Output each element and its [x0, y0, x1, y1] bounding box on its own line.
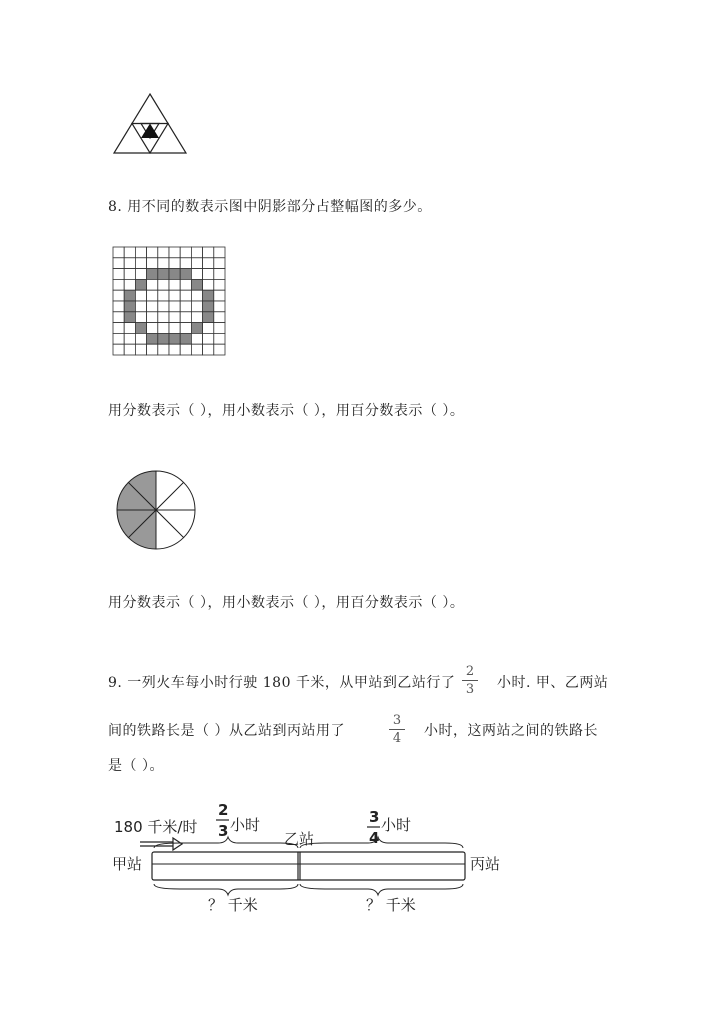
grid-cell [214, 344, 225, 355]
grid-cell [113, 290, 124, 301]
speed-label: 180 千米/时 [114, 818, 198, 836]
grid-cell [147, 312, 158, 323]
grid-cell [169, 247, 180, 258]
grid-cell [191, 269, 202, 280]
grid-cell [113, 333, 124, 344]
grid-cell [214, 312, 225, 323]
grid-cell [169, 323, 180, 334]
grid-cell-shaded [203, 290, 214, 301]
grid-cell [214, 301, 225, 312]
grid-cell [124, 279, 135, 290]
grid-cell [158, 323, 169, 334]
question-9-line2-b: 小时，这两站之间的铁路长 [424, 723, 598, 739]
grid-cell [214, 290, 225, 301]
grid-cell [113, 247, 124, 258]
grid-cell [169, 258, 180, 269]
grid-cell [180, 290, 191, 301]
grid-cell [158, 279, 169, 290]
rail-bar [152, 852, 465, 880]
brace-bottom-seg2 [300, 884, 463, 895]
seg1-unit: 小时 [230, 816, 261, 834]
grid-cell-shaded [135, 279, 146, 290]
grid-cell-shaded [169, 269, 180, 280]
grid-cell [135, 269, 146, 280]
grid-cell-shaded [158, 269, 169, 280]
fraction-numerator: 2 [465, 664, 475, 679]
grid-cell-shaded [124, 301, 135, 312]
grid-cell [214, 269, 225, 280]
grid-cell [191, 258, 202, 269]
grid-cell [158, 312, 169, 323]
grid-cell-shaded [135, 323, 146, 334]
seg2-fraction-num: 3 [369, 808, 380, 826]
grid-cell [191, 247, 202, 258]
grid-cell [203, 269, 214, 280]
grid-cell [191, 301, 202, 312]
railway-diagram [110, 798, 510, 916]
shaded-circle [114, 469, 198, 551]
grid-cell [135, 333, 146, 344]
grid-cell [147, 247, 158, 258]
grid-cell [214, 258, 225, 269]
seg2-fraction-den: 4 [369, 829, 380, 847]
grid-cell [113, 269, 124, 280]
grid-cell [113, 312, 124, 323]
question-8-title: 8. 用不同的数表示图中阴影部分占整幅图的多少。 [108, 199, 432, 215]
seg1-fraction-den: 3 [218, 822, 229, 840]
grid-cell [135, 301, 146, 312]
grid-cell [147, 323, 158, 334]
grid-cell [113, 279, 124, 290]
question-9-line2-a: 间的铁路长是（ ）从乙站到丙站用了 [108, 723, 345, 739]
grid-cell [203, 333, 214, 344]
shaded-triangle [141, 124, 159, 139]
grid-cell [203, 279, 214, 290]
grid-cell-shaded [124, 312, 135, 323]
grid-cell [180, 258, 191, 269]
grid-cell [135, 344, 146, 355]
mid-station-label: 乙站 [284, 830, 315, 848]
grid-cell [214, 333, 225, 344]
grid-cell [158, 247, 169, 258]
grid-cell [180, 247, 191, 258]
grid-cell [124, 333, 135, 344]
grid-cell [203, 247, 214, 258]
nested-triangle-figure [112, 92, 188, 156]
grid-cell [180, 279, 191, 290]
grid-cell-shaded [169, 333, 180, 344]
grid-cell [191, 344, 202, 355]
grid-cell-shaded [158, 333, 169, 344]
grid-cell [203, 344, 214, 355]
grid-cell [214, 279, 225, 290]
grid-cell [147, 290, 158, 301]
grid-cell [147, 301, 158, 312]
brace-bottom-seg1 [154, 884, 298, 895]
grid-cell [180, 344, 191, 355]
grid-cell [169, 290, 180, 301]
grid-cell-shaded [147, 333, 158, 344]
question-9-line3: 是（ ）。 [108, 758, 164, 774]
grid-cell-shaded [180, 333, 191, 344]
fraction-denominator: 4 [392, 731, 402, 746]
grid-cell [169, 344, 180, 355]
grid-cell [158, 290, 169, 301]
grid-cell [113, 301, 124, 312]
start-station-label: 甲站 [112, 855, 143, 873]
fraction-three-quarters [388, 713, 406, 746]
grid-cell [124, 258, 135, 269]
grid-cell [113, 344, 124, 355]
fraction-numerator: 3 [392, 713, 402, 728]
grid-cell [191, 312, 202, 323]
grid-cell [124, 323, 135, 334]
grid-cell [135, 290, 146, 301]
seg2-question: ？ 千米 [366, 896, 416, 914]
grid-cell-shaded [147, 269, 158, 280]
grid-cell [180, 312, 191, 323]
grid-cell [135, 247, 146, 258]
grid-cell [147, 344, 158, 355]
grid-cell [147, 279, 158, 290]
grid-cell [124, 344, 135, 355]
grid-cell-shaded [191, 279, 202, 290]
brace-top-seg2 [300, 837, 463, 848]
grid-cell-shaded [191, 323, 202, 334]
grid-cell [158, 301, 169, 312]
grid-cell [180, 323, 191, 334]
seg2-unit: 小时 [381, 816, 412, 834]
grid-cell [169, 279, 180, 290]
grid-cell [113, 323, 124, 334]
grid-cell [214, 323, 225, 334]
grid-cell [191, 333, 202, 344]
grid-cell [147, 258, 158, 269]
question-9-line1-b: 小时. 甲、乙两站 [497, 675, 609, 691]
grid-cell [169, 301, 180, 312]
grid-cell [158, 344, 169, 355]
grid-cell [113, 258, 124, 269]
grid-cell-shaded [180, 269, 191, 280]
question-9-line1-a: 9. 一列火车每小时行驶 180 千米，从甲站到乙站行了 [108, 675, 456, 691]
grid-cell-shaded [203, 301, 214, 312]
grid-cell [203, 323, 214, 334]
grid-cell [203, 258, 214, 269]
grid-cell [124, 269, 135, 280]
grid-cell [180, 301, 191, 312]
grid-cell [135, 258, 146, 269]
shaded-grid [112, 246, 227, 357]
seg1-question: ？ 千米 [208, 896, 258, 914]
seg1-fraction-num: 2 [218, 801, 229, 819]
grid-cell [135, 312, 146, 323]
grid-cell-shaded [203, 312, 214, 323]
grid-cell [158, 258, 169, 269]
grid-cell-shaded [124, 290, 135, 301]
fraction-denominator: 3 [465, 682, 475, 697]
end-station-label: 丙站 [470, 855, 501, 873]
answer-line-grid: 用分数表示（ ），用小数表示（ ），用百分数表示（ ）。 [108, 403, 465, 419]
fraction-two-thirds [461, 664, 479, 697]
answer-line-circle: 用分数表示（ ），用小数表示（ ），用百分数表示（ ）。 [108, 595, 465, 611]
grid-cell [124, 247, 135, 258]
grid-cell [214, 247, 225, 258]
grid-cell [169, 312, 180, 323]
grid-cell [191, 290, 202, 301]
